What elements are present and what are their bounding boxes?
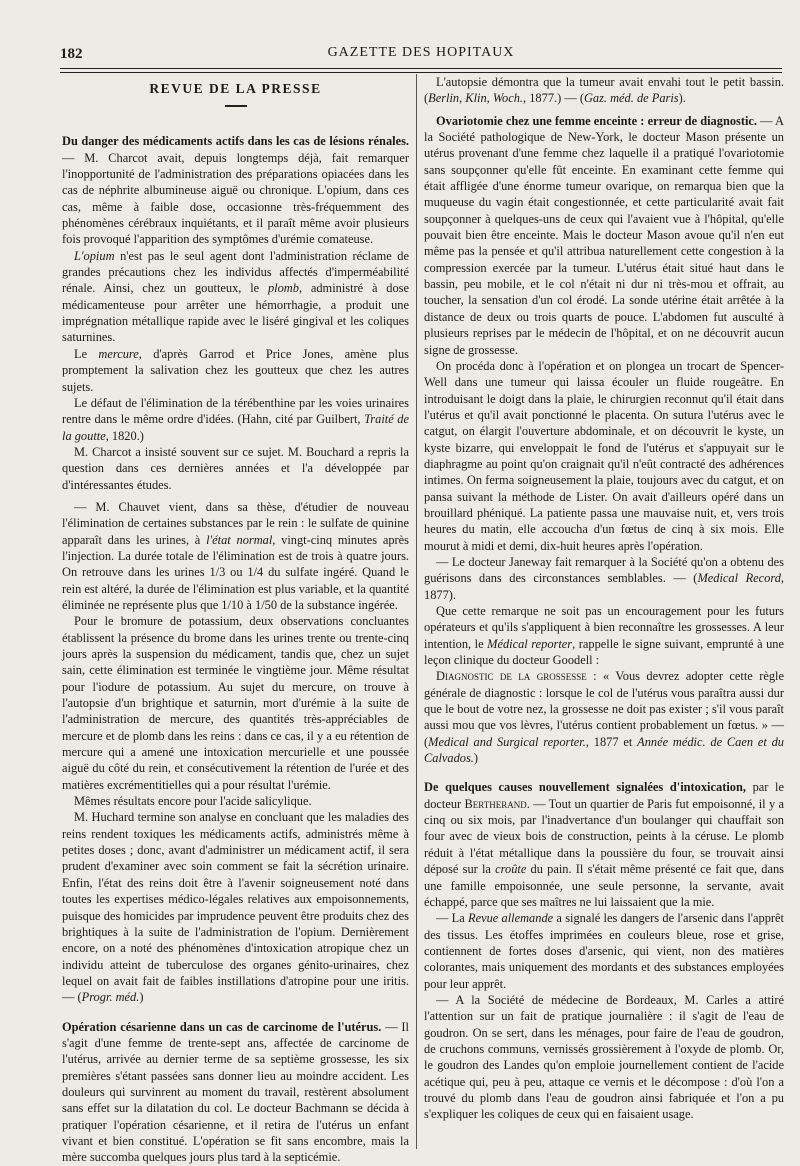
article-paragraph: — Le docteur Janeway fait remarquer à la Société qu'on a obtenu des guérisons dans des circonstances semblables. — (Medical Record, 1877). bbox=[424, 554, 785, 602]
article-title: Ovariotomie chez une femme enceinte : erreur de diagnostic. bbox=[436, 113, 758, 128]
article-paragraph: Du danger des médicaments actifs dans les cas de lésions rénales. — M. Charcot avait, depuis longtemps déjà, fait remarquer l'inopportunité de l'administration des préparations opiacées dans les cas de néphrite albumineuse aiguë ou chronique. L'opium, dans ces cas, même à faible dose, occasionne très-fréquemment des phénomènes cérébraux inquiétants, et il paraît même avoir plusieurs fois provoqué l'apparition des symptômes d'urémie comateuse. bbox=[62, 134, 409, 247]
article-paragraph: Mêmes résultats encore pour l'acide salicylique. bbox=[74, 794, 312, 809]
page-header bbox=[60, 40, 782, 68]
article-paragraph: Opération césarienne dans un cas de carcinome de l'utérus. — Il s'agit d'une femme de trente-sept ans, affectée de carcinome de l'utérus, arrivée au dernier terme de sa septième grossesse, les six premières s'étant passées sans donner lieu au moindre accident. Les douleurs qui survinrent au moment du travail, restèrent absolument sans effet sur la dilatation du col. Le docteur Bachmann se décida à pratiquer l'opération césarienne, et il retira de l'utérus un enfant vivant et bien constitué. L'opération se fit sans encombre, mais la mère succomba quelques jours plus tard à la septicémie. bbox=[62, 1019, 410, 1165]
article-paragraph: L'autopsie démontra que la tumeur avait envahi tout le petit bassin. (Berlin, Klin, Woch., 1877.) — (Gaz. méd. de Paris). bbox=[424, 75, 784, 106]
article-ovariotomie bbox=[424, 113, 784, 767]
rubric-rule bbox=[225, 105, 247, 107]
article-paragraph: — La Revue allemande a signalé les dangers de l'arsenic dans l'apprêt des tissus. Les étoffes imprimées en couleurs bleue, rose et grise, contiennent de fortes doses d'arsenic, qui vient, non des matières colorantes, mais uniquement des mordants et des substances employées pour leur apprêt. bbox=[424, 911, 784, 991]
article-paragraph: Que cette remarque ne soit pas un encouragement pour les futurs opérateurs et qu'ils s'appliquent à bien reconnaître les grossesses. A leur intention, le Médical reporter, rappelle le signe suivant, emprunté à une leçon clinique du docteur Goodell : bbox=[424, 604, 784, 668]
article-medicaments-renales bbox=[62, 133, 409, 1005]
article-title: Opération césarienne dans un cas de carcinome de l'utérus. bbox=[62, 1019, 382, 1034]
article-paragraph: On procéda donc à l'opération et on plongea un trocart de Spencer-Well dans une tumeur qui laissa écouler un fluide rougeâtre. En introduisant le doigt dans la plaie, le chirurgien reconnut qu'il était dans l'utérus et qu'il avait ponctionné le placenta. On sutura l'utérus avec le catgut, on élargit l'ouverture abdominale, et on découvrit le kyste, un kyste bizarre, qui enveloppait le fond de l'utérus et s'appuyait sur le diaphragme au point qu'on craignait qu'il n'eût contracté des adhérences intimes. On ferma soigneusement la plaie, toujours avec du catgut, et on pansa suivant la méthode de Lister. On avait d'ailleurs opéré dans un brouillard phéniqué. La patiente passa une mauvaise nuit, et, vers trois heures du matin, elle accoucha d'un fœtus de cinq à six mois. Elle mourut à midi et demi, dix-huit heures après l'opération. bbox=[424, 358, 784, 553]
left-column bbox=[62, 74, 410, 1165]
rubric-title: REVUE DE LA PRESSE bbox=[149, 81, 322, 96]
column-divider bbox=[416, 74, 417, 1149]
article-paragraph: — A la Société de médecine de Bordeaux, M. Carles a attiré l'attention sur un fait de pratique journalière : il s'agit de l'eau de goudron. On se sert, dans les ménages, pour faire de l'eau de goudron, de cruchons communs, vernissés grossièrement à l'oxyde de plomb. Or, le goudron des Landes qu'on emploie journellement contient de l'acide acétique qui, peu à peu, attaque ce vernis et le décompose : d'où l'on a trouvé du plomb dans l'eau de goudron ainsi fabriquée et l'on a pu s'expliquer les coliques de ceux qui en faisaient usage. bbox=[424, 992, 784, 1122]
article-intoxication bbox=[424, 779, 784, 1122]
journal-title: GAZETTE DES HOPITAUX bbox=[327, 45, 515, 60]
article-paragraph: Le défaut de l'élimination de la térébenthine par les voies urinaires rentre dans le même ordre d'idées. (Hahn, cité par Guilbert, Traité de la goutte, 1820.) bbox=[62, 395, 409, 443]
article-paragraph: De quelques causes nouvellement signalées d'intoxication, par le docteur Bertherand. — Tout un quartier de Paris fut empoisonné, il y a cinq ou six mois, par l'inadvertance d'un boulanger qui chauffait son four avec de vieux bois de construction, peints à la céruse. Le plomb réduit à l'état métallique dans la poussière du four, se trouvait ainsi déposé sur la croûte du pain. Il s'était même présenté ce fait que, dans une famille empoisonnée, une seule personne, la servante, avait échappé, parce que ses maîtres ne lui laissaient que la mie. bbox=[424, 780, 784, 909]
article-paragraph: Le mercure, d'après Garrod et Price Jones, amène plus promptement la salivation chez les goutteux que chez les autres sujets. bbox=[62, 346, 409, 394]
article-paragraph: Diagnostic de la grossesse : « Vous devrez adopter cette règle générale de diagnostic : lorsque le col de l'utérus vous paraîtra aussi dur que le bout de votre nez, la grossesse ne doit pas exister ; s'il vous paraît aussi mou que vos lèvres, l'utérus contient probablement un fœtus. » — (Medical and Surgical reporter., 1877 et Année médic. de Caen et du Calvados.) bbox=[424, 669, 785, 766]
right-column bbox=[424, 74, 784, 1154]
article-paragraph: L'opium n'est pas le seul agent dont l'administration réclame de grandes précautions chez les individus affectés d'imperméabilité rénale. Ainsi, chez un goutteux, le plomb, administré à dose médicamenteuse pour arrêter une hémorrhagie, a produit une imprégnation métallique rapide avec le liséré gingival et les coliques saturnines. bbox=[62, 248, 409, 345]
article-paragraph: M. Huchard termine son analyse en concluant que les maladies des reins rendent toxiques les médicaments actifs, administrés même à petites doses ; donc, avant d'administrer un médicament actif, il sera prudent d'examiner avec soin comment se fait la sécrétion urinaire. Enfin, l'état des reins doit être à l'avenir soigneusement noté dans toutes les expertises médico-légales relatives aux empoisonnements, puisque des homicides par imprudence peuvent être produits chez des brightiques à la suite de l'administration de l'opium. Dernièrement encore, on a noté des phénomènes d'intoxication atropique chez un individu atteint de tuberculose des organes génito-urinaires, chez lequel on avait fait de faibles instillations d'atropine pour une iritis. — (Progr. méd.) bbox=[62, 810, 409, 1005]
page-number: 182 bbox=[60, 46, 83, 62]
header-rule-thin bbox=[60, 72, 782, 73]
header-rule bbox=[60, 68, 782, 69]
article-paragraph: Ovariotomie chez une femme enceinte : erreur de diagnostic. — A la Société pathologique de New-York, le docteur Mason présente un utérus provenant d'une femme chez laquelle il a pratiqué l'ovariotomie sans soupçonner qu'elle fût enceinte. En examinant cette femme qui était affligée d'une énorme tumeur ovarique, on remarqua bien que la muqueuse du vagin était congestionnée, et cette particularité avait fait soupçonner à quelques-uns de ceux qui l'avaient vue à l'hôpital, qu'elle pouvait bien être enceinte. Mais le docteur Mason avoue qu'il n'en eut même pas la pensée et qu'il attribua naturellement cette congestion à la compression exercée par la tumeur. L'utérus était situé haut dans le bassin, peu mobile, et le col n'était ni dur ni très-mou et offrait, au toucher, la sensation d'un col érodé. La sonde utérine était arrêtée à la distance de deux ou trois quarts de pouce. L'abdomen fut ausculté à plusieurs reprises par le médecin de l'hôpital, et on ne découvrit aucun signe de grossesse. bbox=[424, 113, 784, 357]
article-paragraph: — M. Chauvet vient, dans sa thèse, d'étudier de nouveau l'élimination de certaines substances par le rein : le sulfate de quinine apparaît dans les urines, à l'état normal, vingt-cinq minutes après l'injection. La durée totale de l'élimination est de trois à quatre jours. On retrouve dans les urines 1/3 ou 1/4 du sulfate ingéré. Quand le rein est altéré, la durée de l'élimination est plus variable, et la quantité éliminée ne représente plus que 1/10 à 1/50 de la substance ingérée. bbox=[62, 499, 409, 612]
article-paragraph: Pour le bromure de potassium, deux observations concluantes établissent la présence du brome dans les urines trente ou trente-cinq jours après la suspension du médicament, tandis que, chez un sujet sain, cette élimination est terminée le vingtième jour. Même résultat pour l'iodure de potassium. Au sujet du mercure, on trouve à l'autopsie d'un brightique et saturnin, mort d'urémie à la suite de l'administration de mercure, des quantités très-appréciables de mercure et de plomb dans les reins : dans ce cas, il y a eu rétention de mercure qui a amené une intoxication mercurielle et une poussée aiguë du côté du rein, et consécutivement la rétention de l'urée et des matières excrémentitielles qui a pour résultat l'urémie. bbox=[62, 614, 409, 792]
article-paragraph: M. Charcot a insisté souvent sur ce sujet. M. Bouchard a repris la question dans ces dernières années et l'a développée par d'intéressantes études. bbox=[62, 444, 409, 492]
article-title: Du danger des médicaments actifs dans les cas de lésions rénales. bbox=[62, 134, 409, 149]
article-title: De quelques causes nouvellement signalées d'intoxication, bbox=[424, 780, 746, 795]
article-cesarienne bbox=[62, 1019, 409, 1166]
